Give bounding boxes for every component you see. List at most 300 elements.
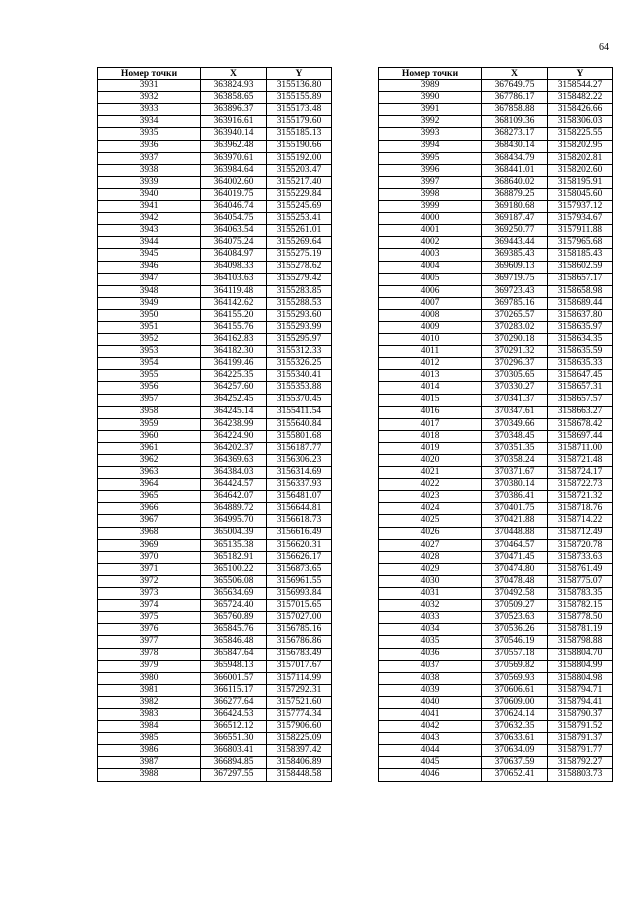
x-cell: 364642.07 bbox=[201, 491, 267, 503]
table-row bbox=[98, 201, 332, 213]
table-row bbox=[98, 176, 332, 188]
y-cell: 3157937.12 bbox=[548, 201, 613, 213]
table-row bbox=[98, 491, 332, 503]
point-number-cell: 3987 bbox=[98, 757, 201, 769]
y-cell: 3155801.68 bbox=[267, 430, 332, 442]
table-row bbox=[379, 358, 613, 370]
table-row bbox=[379, 733, 613, 745]
point-number-cell: 4040 bbox=[379, 696, 482, 708]
y-cell: 3155261.01 bbox=[267, 225, 332, 237]
table-row bbox=[379, 636, 613, 648]
x-cell: 368434.79 bbox=[482, 152, 548, 164]
point-number-cell: 3949 bbox=[98, 297, 201, 309]
y-cell: 3158657.31 bbox=[548, 382, 613, 394]
table-row bbox=[379, 527, 613, 539]
point-number-cell: 4012 bbox=[379, 358, 482, 370]
table-row bbox=[98, 358, 332, 370]
table-row bbox=[98, 394, 332, 406]
y-cell: 3155245.69 bbox=[267, 201, 332, 213]
table-row bbox=[379, 164, 613, 176]
point-number-cell: 3992 bbox=[379, 116, 482, 128]
y-cell: 3158225.09 bbox=[267, 733, 332, 745]
point-number-cell: 4000 bbox=[379, 213, 482, 225]
point-number-cell: 4006 bbox=[379, 285, 482, 297]
point-number-cell: 3952 bbox=[98, 334, 201, 346]
y-cell: 3158791.77 bbox=[548, 745, 613, 757]
x-cell: 370637.59 bbox=[482, 757, 548, 769]
y-cell: 3158448.58 bbox=[267, 769, 332, 781]
x-cell: 364225.35 bbox=[201, 370, 267, 382]
y-cell: 3155283.85 bbox=[267, 285, 332, 297]
point-number-cell: 3940 bbox=[98, 188, 201, 200]
y-cell: 3155279.42 bbox=[267, 273, 332, 285]
point-number-cell: 3963 bbox=[98, 467, 201, 479]
x-cell: 366115.17 bbox=[201, 684, 267, 696]
y-cell: 3155229.84 bbox=[267, 188, 332, 200]
x-cell: 365847.64 bbox=[201, 648, 267, 660]
point-number-cell: 4009 bbox=[379, 321, 482, 333]
x-cell: 363970.61 bbox=[201, 152, 267, 164]
y-cell: 3156873.65 bbox=[267, 563, 332, 575]
point-number-cell: 3957 bbox=[98, 394, 201, 406]
point-number-cell: 3968 bbox=[98, 527, 201, 539]
point-number-cell: 4014 bbox=[379, 382, 482, 394]
x-cell: 369785.16 bbox=[482, 297, 548, 309]
point-number-cell: 3985 bbox=[98, 733, 201, 745]
point-number-cell: 3966 bbox=[98, 503, 201, 515]
point-number-cell: 4039 bbox=[379, 684, 482, 696]
table-row bbox=[379, 624, 613, 636]
point-number-cell: 3954 bbox=[98, 358, 201, 370]
y-cell: 3158794.71 bbox=[548, 684, 613, 696]
table-row bbox=[98, 684, 332, 696]
y-cell: 3156337.93 bbox=[267, 479, 332, 491]
point-number-cell: 4015 bbox=[379, 394, 482, 406]
point-number-cell: 4043 bbox=[379, 733, 482, 745]
table-row bbox=[379, 346, 613, 358]
x-cell: 370509.27 bbox=[482, 600, 548, 612]
y-cell: 3158804.70 bbox=[548, 648, 613, 660]
point-number-cell: 3999 bbox=[379, 201, 482, 213]
y-cell: 3158202.95 bbox=[548, 140, 613, 152]
x-cell: 370536.26 bbox=[482, 624, 548, 636]
point-number-cell: 3948 bbox=[98, 285, 201, 297]
x-cell: 370448.88 bbox=[482, 527, 548, 539]
point-number-cell: 4007 bbox=[379, 297, 482, 309]
y-cell: 3155370.45 bbox=[267, 394, 332, 406]
x-cell: 370634.09 bbox=[482, 745, 548, 757]
x-cell: 364002.60 bbox=[201, 176, 267, 188]
x-cell: 370478.48 bbox=[482, 575, 548, 587]
y-cell: 3157774.34 bbox=[267, 708, 332, 720]
point-number-cell: 4029 bbox=[379, 563, 482, 575]
coordinates-table-right bbox=[378, 67, 613, 782]
point-number-cell: 3947 bbox=[98, 273, 201, 285]
x-cell: 368109.36 bbox=[482, 116, 548, 128]
point-number-cell: 3934 bbox=[98, 116, 201, 128]
x-cell: 364155.20 bbox=[201, 309, 267, 321]
table-row bbox=[98, 696, 332, 708]
y-cell: 3156993.84 bbox=[267, 588, 332, 600]
x-cell: 365182.91 bbox=[201, 551, 267, 563]
table-row bbox=[379, 455, 613, 467]
point-number-cell: 4034 bbox=[379, 624, 482, 636]
table-row bbox=[98, 648, 332, 660]
table-row bbox=[379, 176, 613, 188]
table-row bbox=[379, 261, 613, 273]
point-number-cell: 3953 bbox=[98, 346, 201, 358]
point-number-cell: 4023 bbox=[379, 491, 482, 503]
x-cell: 363940.14 bbox=[201, 128, 267, 140]
x-cell: 366512.12 bbox=[201, 721, 267, 733]
table-row bbox=[98, 116, 332, 128]
point-number-cell: 3971 bbox=[98, 563, 201, 575]
x-cell: 364245.14 bbox=[201, 406, 267, 418]
point-number-cell: 4026 bbox=[379, 527, 482, 539]
x-cell: 363824.93 bbox=[201, 80, 267, 92]
x-cell: 364142.62 bbox=[201, 297, 267, 309]
x-cell: 366894.85 bbox=[201, 757, 267, 769]
point-number-cell: 3944 bbox=[98, 237, 201, 249]
y-cell: 3158782.15 bbox=[548, 600, 613, 612]
point-number-cell: 3975 bbox=[98, 612, 201, 624]
table-row bbox=[98, 237, 332, 249]
table-row bbox=[379, 394, 613, 406]
point-number-cell: 3931 bbox=[98, 80, 201, 92]
y-cell: 3158720.78 bbox=[548, 539, 613, 551]
x-cell: 364384.03 bbox=[201, 467, 267, 479]
y-cell: 3155312.33 bbox=[267, 346, 332, 358]
x-cell: 370349.66 bbox=[482, 418, 548, 430]
point-number-cell: 4016 bbox=[379, 406, 482, 418]
x-cell: 364103.63 bbox=[201, 273, 267, 285]
x-cell: 370557.18 bbox=[482, 648, 548, 660]
point-number-cell: 4005 bbox=[379, 273, 482, 285]
table-row bbox=[98, 757, 332, 769]
table-row bbox=[379, 406, 613, 418]
y-cell: 3155217.40 bbox=[267, 176, 332, 188]
y-cell: 3156644.81 bbox=[267, 503, 332, 515]
table-header-row bbox=[98, 68, 332, 80]
point-number-cell: 3984 bbox=[98, 721, 201, 733]
point-number-cell: 3991 bbox=[379, 104, 482, 116]
point-number-cell: 4046 bbox=[379, 769, 482, 781]
x-cell: 369250.77 bbox=[482, 225, 548, 237]
table-row bbox=[98, 539, 332, 551]
table-row bbox=[98, 503, 332, 515]
x-cell: 370305.65 bbox=[482, 370, 548, 382]
table-row bbox=[379, 237, 613, 249]
y-cell: 3158689.44 bbox=[548, 297, 613, 309]
x-cell: 364054.75 bbox=[201, 213, 267, 225]
table-row bbox=[98, 418, 332, 430]
table-row bbox=[98, 297, 332, 309]
y-cell: 3155253.41 bbox=[267, 213, 332, 225]
point-number-cell: 3943 bbox=[98, 225, 201, 237]
y-cell: 3158602.59 bbox=[548, 261, 613, 273]
table-row bbox=[379, 551, 613, 563]
point-number-cell: 4013 bbox=[379, 370, 482, 382]
table-row bbox=[98, 346, 332, 358]
table-row bbox=[379, 430, 613, 442]
table-header-row bbox=[379, 68, 613, 80]
y-cell: 3156481.07 bbox=[267, 491, 332, 503]
table-row bbox=[98, 467, 332, 479]
x-cell: 365634.69 bbox=[201, 588, 267, 600]
table-row bbox=[98, 370, 332, 382]
x-cell: 370401.75 bbox=[482, 503, 548, 515]
y-cell: 3158803.73 bbox=[548, 769, 613, 781]
x-cell: 369723.43 bbox=[482, 285, 548, 297]
y-cell: 3158775.07 bbox=[548, 575, 613, 587]
table-row bbox=[379, 213, 613, 225]
y-cell: 3155136.80 bbox=[267, 80, 332, 92]
y-cell: 3158733.63 bbox=[548, 551, 613, 563]
table-row bbox=[379, 201, 613, 213]
x-cell: 364424.57 bbox=[201, 479, 267, 491]
y-cell: 3158482.22 bbox=[548, 92, 613, 104]
x-cell: 370347.61 bbox=[482, 406, 548, 418]
y-cell: 3157965.68 bbox=[548, 237, 613, 249]
point-number-cell: 3977 bbox=[98, 636, 201, 648]
y-cell: 3158712.49 bbox=[548, 527, 613, 539]
x-cell: 370652.41 bbox=[482, 769, 548, 781]
x-cell: 370371.67 bbox=[482, 467, 548, 479]
point-number-cell: 3935 bbox=[98, 128, 201, 140]
y-cell: 3158792.27 bbox=[548, 757, 613, 769]
x-cell: 364063.54 bbox=[201, 225, 267, 237]
y-cell: 3156306.23 bbox=[267, 455, 332, 467]
point-number-cell: 3950 bbox=[98, 309, 201, 321]
point-number-cell: 3979 bbox=[98, 660, 201, 672]
y-cell: 3158722.73 bbox=[548, 479, 613, 491]
point-number-cell: 3970 bbox=[98, 551, 201, 563]
x-cell: 370546.19 bbox=[482, 636, 548, 648]
x-cell: 365846.48 bbox=[201, 636, 267, 648]
table-row bbox=[98, 588, 332, 600]
y-cell: 3158406.89 bbox=[267, 757, 332, 769]
point-number-cell: 3933 bbox=[98, 104, 201, 116]
y-cell: 3158711.00 bbox=[548, 442, 613, 454]
x-cell: 363962.48 bbox=[201, 140, 267, 152]
y-cell: 3158397.42 bbox=[267, 745, 332, 757]
point-number-cell: 3996 bbox=[379, 164, 482, 176]
point-number-cell: 3988 bbox=[98, 769, 201, 781]
table-row bbox=[98, 140, 332, 152]
y-cell: 3158790.37 bbox=[548, 708, 613, 720]
y-cell: 3155275.19 bbox=[267, 249, 332, 261]
y-cell: 3158306.03 bbox=[548, 116, 613, 128]
point-number-cell: 4030 bbox=[379, 575, 482, 587]
x-cell: 364224.90 bbox=[201, 430, 267, 442]
point-number-cell: 3976 bbox=[98, 624, 201, 636]
y-cell: 3155411.54 bbox=[267, 406, 332, 418]
point-number-cell: 3932 bbox=[98, 92, 201, 104]
y-cell: 3158202.81 bbox=[548, 152, 613, 164]
x-cell: 365724.40 bbox=[201, 600, 267, 612]
y-cell: 3156620.31 bbox=[267, 539, 332, 551]
point-number-cell: 3938 bbox=[98, 164, 201, 176]
y-cell: 3158663.27 bbox=[548, 406, 613, 418]
point-number-cell: 4002 bbox=[379, 237, 482, 249]
x-cell: 364995.70 bbox=[201, 515, 267, 527]
x-cell: 369719.75 bbox=[482, 273, 548, 285]
x-cell: 364369.63 bbox=[201, 455, 267, 467]
x-cell: 370290.18 bbox=[482, 334, 548, 346]
x-cell: 370296.37 bbox=[482, 358, 548, 370]
point-number-cell: 4045 bbox=[379, 757, 482, 769]
table-row bbox=[98, 551, 332, 563]
x-cell: 365004.39 bbox=[201, 527, 267, 539]
x-cell: 370341.37 bbox=[482, 394, 548, 406]
point-number-cell: 3939 bbox=[98, 176, 201, 188]
table-row bbox=[379, 479, 613, 491]
table-row bbox=[98, 600, 332, 612]
y-cell: 3156786.86 bbox=[267, 636, 332, 648]
y-cell: 3158697.44 bbox=[548, 430, 613, 442]
y-cell: 3155293.99 bbox=[267, 321, 332, 333]
x-cell: 370380.14 bbox=[482, 479, 548, 491]
table-row bbox=[379, 188, 613, 200]
table-row bbox=[379, 721, 613, 733]
table-row bbox=[98, 612, 332, 624]
header-y: Y bbox=[548, 68, 613, 80]
table-row bbox=[98, 164, 332, 176]
header-x: X bbox=[482, 68, 548, 80]
table-row bbox=[379, 128, 613, 140]
y-cell: 3158637.80 bbox=[548, 309, 613, 321]
y-cell: 3156961.55 bbox=[267, 575, 332, 587]
x-cell: 370330.27 bbox=[482, 382, 548, 394]
x-cell: 370523.63 bbox=[482, 612, 548, 624]
y-cell: 3158657.57 bbox=[548, 394, 613, 406]
x-cell: 370348.45 bbox=[482, 430, 548, 442]
x-cell: 367786.17 bbox=[482, 92, 548, 104]
y-cell: 3155353.88 bbox=[267, 382, 332, 394]
point-number-cell: 3942 bbox=[98, 213, 201, 225]
x-cell: 367297.55 bbox=[201, 769, 267, 781]
y-cell: 3156187.77 bbox=[267, 442, 332, 454]
table-row bbox=[98, 745, 332, 757]
table-row bbox=[379, 503, 613, 515]
x-cell: 364046.74 bbox=[201, 201, 267, 213]
table-row bbox=[98, 213, 332, 225]
table-row bbox=[379, 92, 613, 104]
table-row bbox=[98, 261, 332, 273]
y-cell: 3158724.17 bbox=[548, 467, 613, 479]
table-row bbox=[98, 334, 332, 346]
table-row bbox=[379, 648, 613, 660]
table-row bbox=[98, 479, 332, 491]
x-cell: 370606.61 bbox=[482, 684, 548, 696]
point-number-cell: 3990 bbox=[379, 92, 482, 104]
y-cell: 3156618.73 bbox=[267, 515, 332, 527]
point-number-cell: 3951 bbox=[98, 321, 201, 333]
y-cell: 3158791.52 bbox=[548, 721, 613, 733]
x-cell: 363916.61 bbox=[201, 116, 267, 128]
x-cell: 365845.76 bbox=[201, 624, 267, 636]
header-y: Y bbox=[267, 68, 332, 80]
y-cell: 3157292.31 bbox=[267, 684, 332, 696]
x-cell: 364252.45 bbox=[201, 394, 267, 406]
x-cell: 368430.14 bbox=[482, 140, 548, 152]
y-cell: 3158781.19 bbox=[548, 624, 613, 636]
table-row bbox=[98, 527, 332, 539]
table-row bbox=[98, 128, 332, 140]
y-cell: 3156626.17 bbox=[267, 551, 332, 563]
point-number-cell: 4035 bbox=[379, 636, 482, 648]
y-cell: 3158791.37 bbox=[548, 733, 613, 745]
point-number-cell: 3978 bbox=[98, 648, 201, 660]
y-cell: 3157906.60 bbox=[267, 721, 332, 733]
point-number-cell: 3967 bbox=[98, 515, 201, 527]
y-cell: 3158804.98 bbox=[548, 672, 613, 684]
table-row bbox=[98, 80, 332, 92]
y-cell: 3156314.69 bbox=[267, 467, 332, 479]
y-cell: 3158635.97 bbox=[548, 321, 613, 333]
x-cell: 370569.93 bbox=[482, 672, 548, 684]
x-cell: 364119.48 bbox=[201, 285, 267, 297]
point-number-cell: 3994 bbox=[379, 140, 482, 152]
x-cell: 365760.89 bbox=[201, 612, 267, 624]
y-cell: 3157017.67 bbox=[267, 660, 332, 672]
table-row bbox=[379, 575, 613, 587]
x-cell: 367649.75 bbox=[482, 80, 548, 92]
x-cell: 369443.44 bbox=[482, 237, 548, 249]
x-cell: 370265.57 bbox=[482, 309, 548, 321]
x-cell: 369609.13 bbox=[482, 261, 548, 273]
x-cell: 364155.76 bbox=[201, 321, 267, 333]
y-cell: 3155192.00 bbox=[267, 152, 332, 164]
x-cell: 364075.24 bbox=[201, 237, 267, 249]
table-row bbox=[379, 140, 613, 152]
point-number-cell: 3993 bbox=[379, 128, 482, 140]
table-row bbox=[379, 225, 613, 237]
table-row bbox=[379, 152, 613, 164]
table-row bbox=[379, 104, 613, 116]
table-row bbox=[379, 491, 613, 503]
x-cell: 370609.00 bbox=[482, 696, 548, 708]
y-cell: 3155269.64 bbox=[267, 237, 332, 249]
x-cell: 368640.02 bbox=[482, 176, 548, 188]
table-row bbox=[379, 563, 613, 575]
x-cell: 370464.57 bbox=[482, 539, 548, 551]
table-row bbox=[379, 249, 613, 261]
x-cell: 363984.64 bbox=[201, 164, 267, 176]
y-cell: 3158718.76 bbox=[548, 503, 613, 515]
table-row bbox=[379, 539, 613, 551]
point-number-cell: 4044 bbox=[379, 745, 482, 757]
point-number-cell: 3956 bbox=[98, 382, 201, 394]
x-cell: 370291.32 bbox=[482, 346, 548, 358]
x-cell: 368879.25 bbox=[482, 188, 548, 200]
point-number-cell: 3983 bbox=[98, 708, 201, 720]
point-number-cell: 4001 bbox=[379, 225, 482, 237]
table-row bbox=[98, 769, 332, 781]
y-cell: 3155173.48 bbox=[267, 104, 332, 116]
y-cell: 3158783.35 bbox=[548, 588, 613, 600]
point-number-cell: 3965 bbox=[98, 491, 201, 503]
x-cell: 364162.83 bbox=[201, 334, 267, 346]
point-number-cell: 4021 bbox=[379, 467, 482, 479]
x-cell: 366277.64 bbox=[201, 696, 267, 708]
y-cell: 3158658.98 bbox=[548, 285, 613, 297]
y-cell: 3155288.53 bbox=[267, 297, 332, 309]
y-cell: 3158225.55 bbox=[548, 128, 613, 140]
point-number-cell: 4036 bbox=[379, 648, 482, 660]
point-number-cell: 4008 bbox=[379, 309, 482, 321]
y-cell: 3158804.99 bbox=[548, 660, 613, 672]
